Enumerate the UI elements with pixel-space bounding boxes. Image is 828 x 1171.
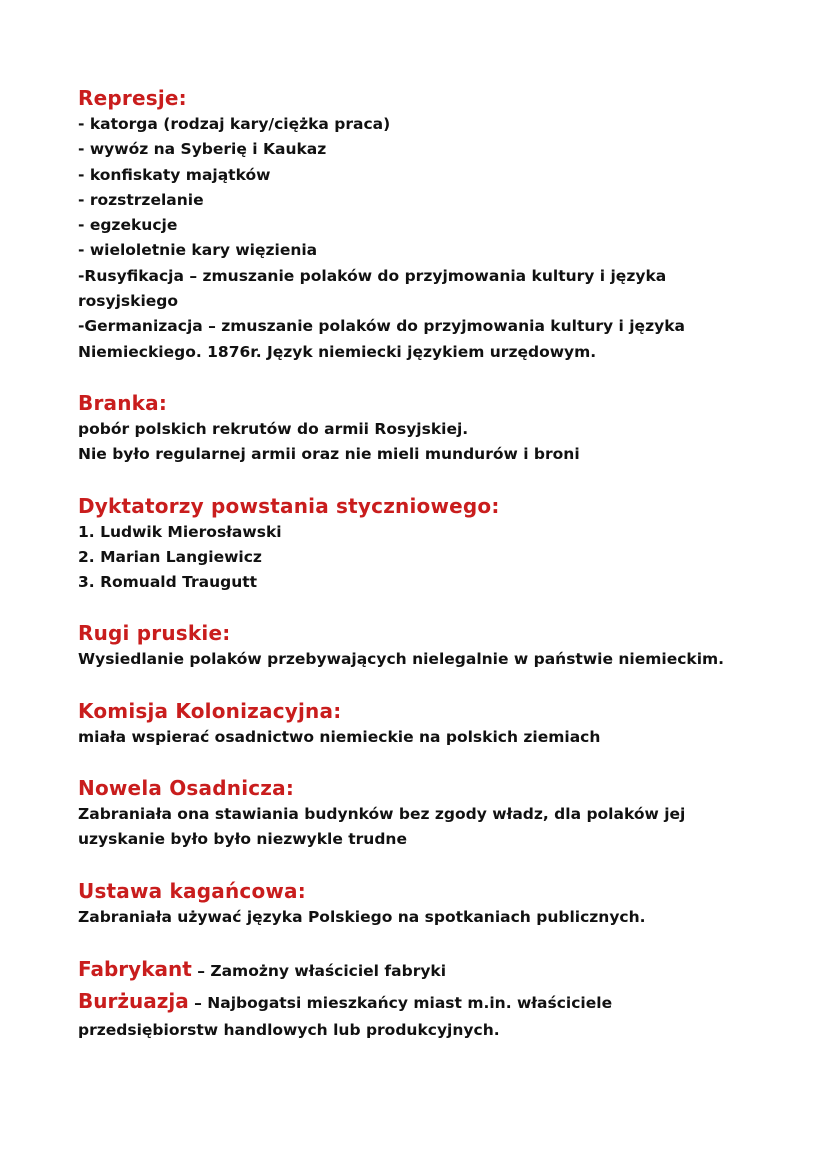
heading-komisja: Komisja Kolonizacyjna: (78, 698, 342, 723)
represje-item: - egzekucje (78, 216, 178, 235)
dyktator-item: 3. Romuald Traugutt (78, 573, 258, 592)
term-fabrykant-label: Fabrykant (78, 956, 192, 981)
section-represje (78, 84, 758, 365)
ustawa-text: Zabraniała używać języka Polskiego na spotkaniach publicznych. (78, 907, 646, 926)
document-page (78, 84, 758, 1067)
represje-item: - rozstrzelanie (78, 190, 204, 209)
heading-branka: Branka: (78, 390, 168, 415)
dyktator-item: 1. Ludwik Mierosławski (78, 522, 282, 541)
branka-line: Nie było regularnej armii oraz nie mieli mundurów i broni (78, 445, 580, 464)
heading-dyktatorzy: Dyktatorzy powstania styczniowego: (78, 493, 500, 518)
heading-rugi: Rugi pruskie: (78, 621, 231, 646)
section-terms (78, 954, 758, 1043)
represje-item: - konfiskaty majątków (78, 165, 271, 184)
komisja-text: miała wspierać osadnictwo niemieckie na polskich ziemiach (78, 727, 601, 746)
represje-item: - katorga (rodzaj kary/ciężka praca) (78, 115, 391, 133)
term-burzuazja-definition: – Najbogatsi mieszkańcy miast m.in. właściciele (188, 993, 613, 1012)
heading-represje: Represje: (78, 86, 187, 110)
represje-item: - wieloletnie kary więzienia (78, 241, 318, 260)
term-burzuazja (78, 986, 758, 1018)
section-ustawa (78, 877, 758, 930)
branka-line: pobór polskich rekrutów do armii Rosyjskiej. (78, 419, 469, 438)
germanizacja-paragraph: -Germanizacja – zmuszanie polaków do przyjmowania kultury i języka Niemieckiego. 1876r. Język niemiecki językiem urzędowym. (78, 317, 685, 361)
represje-item: - wywóz na Syberię i Kaukaz (78, 140, 327, 159)
dyktator-item: 2. Marian Langiewicz (78, 547, 262, 566)
section-branka (78, 389, 758, 468)
heading-nowela: Nowela Osadnicza: (78, 776, 295, 801)
term-burzuazja-continuation: przedsiębiorstw handlowych lub produkcyjnych. (78, 1020, 500, 1039)
term-fabrykant (78, 954, 758, 986)
term-burzuazja-label: Burżuazja (78, 988, 189, 1013)
heading-ustawa: Ustawa kagańcowa: (78, 878, 306, 903)
section-komisja (78, 697, 758, 750)
rusyfikacja-paragraph: -Rusyfikacja – zmuszanie polaków do przyjmowania kultury i języka rosyjskiego (78, 266, 667, 311)
rugi-text: Wysiedlanie polaków przebywających nielegalnie w państwie niemieckim. (78, 650, 725, 669)
section-nowela (78, 774, 758, 853)
section-dyktatorzy (78, 492, 758, 596)
nowela-text: Zabraniała ona stawiania budynków bez zgody władz, dla polaków jej uzyskanie było było niezwykle trudne (78, 805, 686, 849)
section-rugi (78, 619, 758, 672)
term-fabrykant-definition: – Zamożny właściciel fabryki (191, 961, 447, 980)
